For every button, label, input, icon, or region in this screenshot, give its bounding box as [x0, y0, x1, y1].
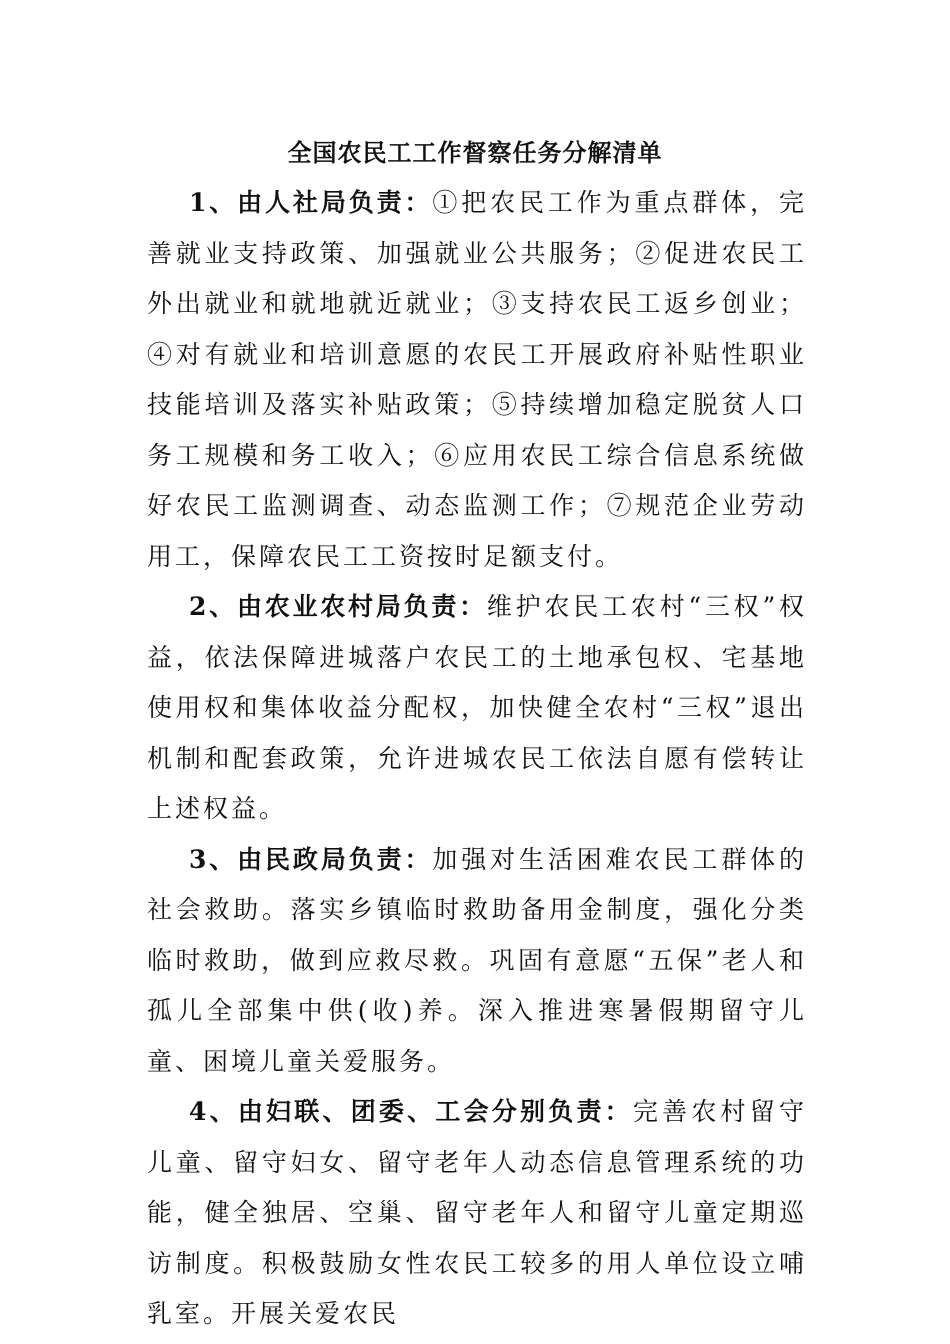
section-2-body: 维护农民工农村“三权”权益，依法保障进城落户农民工的土地承包权、宅基地使用权和集体收益分配权，加快健全农村“三权”退出机制和配套政策，允许进城农民工依法自愿有偿转让上述权益。 — [147, 592, 808, 823]
section-1 — [147, 178, 807, 582]
section-4-heading: 4、由妇联、团委、工会分别负责： — [189, 1097, 633, 1126]
section-4 — [147, 1087, 807, 1340]
section-2-heading: 2、由农业农村局负责： — [189, 592, 487, 621]
section-2 — [147, 582, 807, 835]
section-4-body: 完善农村留守儿童、留守妇女、留守老年人动态信息管理系统的功能，健全独居、空巢、留守老年人和留守儿童定期巡访制度。积极鼓励女性农民工较多的用人单位设立哺乳室。开展关爱农民 — [147, 1097, 807, 1328]
section-1-body: ①把农民工作为重点群体，完善就业支持政策、加强就业公共服务；②促进农民工外出就业和就地就近就业；③支持农民工返乡创业；④对有就业和培训意愿的农民工开展政府补贴性职业技能培训及落实补贴政策；⑤持续增加稳定脱贫人口务工规模和务工收入；⑥应用农民工综合信息系统做好农民工监测调查、动态监测工作；⑦规范企业劳动用工，保障农民工工资按时足额支付。 — [147, 188, 807, 571]
section-3-heading: 3、由民政局负责： — [189, 844, 433, 874]
document-title: 全国农民工工作督察任务分解清单 — [287, 138, 663, 167]
document-body — [147, 178, 807, 1340]
section-3 — [147, 835, 807, 1088]
section-1-heading: 1、由人社局负责： — [189, 188, 433, 217]
section-3-body: 加强对生活困难农民工群体的社会救助。落实乡镇临时救助备用金制度，强化分类临时救助，做到应救尽救。巩固有意愿“五保”老人和孤儿全部集中供(收)养。深入推进寒暑假期留守儿童、困境儿童关爱服务。 — [147, 844, 807, 1076]
